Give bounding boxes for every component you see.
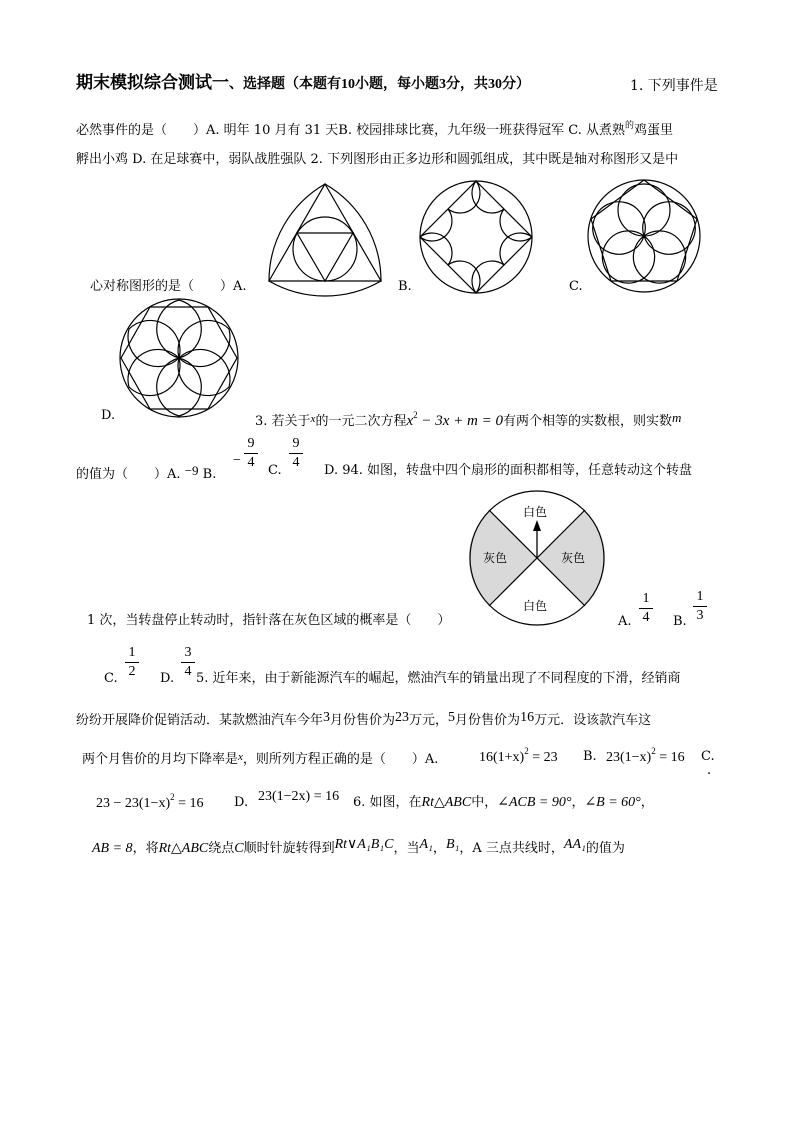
q3-line1: 3. 若关于$^x$的一元二次方程$x^2 - 3x + m = 0$有两个相等的实数根，则实数m bbox=[255, 410, 682, 429]
q5-line3: 两个月售价的月均下降率是$^x$，则所列方程正确的是（ ）A. bbox=[82, 751, 439, 767]
figure-d-hexagon-flower bbox=[117, 296, 241, 420]
q1-stem-a: 1. 下列事件是 bbox=[630, 78, 718, 94]
q4-line2: 1 次，当转盘停止转动时，指针落在灰色区域的概率是（ ） bbox=[87, 613, 451, 628]
q4-opta-label: A. bbox=[618, 614, 632, 629]
figure-a-reuleaux bbox=[262, 180, 388, 300]
q3-optc-fraction: 9 4 bbox=[289, 437, 303, 470]
q4-optb-label: B. bbox=[673, 614, 687, 629]
q3-optb-fraction: 9 4 bbox=[244, 437, 258, 470]
q4-optc-fraction: 1 2 bbox=[125, 646, 139, 679]
q3-optb-sign: − bbox=[233, 453, 241, 468]
q6-line2: AB = 8，将Rt△ABC绕点C顺时针旋转得到Rt∨A₁B₁C，当A₁，B₁，A 三点共线时，AA₁的值为 bbox=[92, 837, 625, 856]
figure-b-square-arcs bbox=[417, 178, 535, 296]
section-heading: 、选择题（本题有10小题，每小题3分，共30分） bbox=[229, 76, 530, 92]
q2-option-c: C. bbox=[569, 279, 583, 294]
q5-opta-equation: $16(1+x)^2 = 23$ bbox=[479, 746, 558, 765]
q4-optd-label: D. bbox=[160, 671, 175, 686]
q6-line1: 6. 如图，在Rt△ABC中，∠ACB = 90°，∠B = 60°， bbox=[353, 795, 654, 810]
sector-right-label: 灰色 bbox=[561, 551, 586, 565]
q5-line2: 纷纷开展降价促销活动．某款燃油汽车今年3月份售价为23万元，5月份售价为16万元．设该款汽车这 bbox=[76, 710, 652, 728]
q4-opta-fraction: 1 4 bbox=[639, 592, 653, 625]
q3-optc-label: C. bbox=[268, 463, 282, 478]
q5-optc-dot: . bbox=[707, 763, 712, 778]
q3-optd-and-q4: D. 94. 如图，转盘中四个扇形的面积都相等，任意转动这个转盘 bbox=[324, 463, 693, 478]
q2-line2: 心对称图形的是（ ）A. bbox=[90, 279, 247, 294]
sector-top-label: 白色 bbox=[523, 505, 548, 519]
q4-optc-label: C. bbox=[104, 671, 118, 686]
q4-optd-fraction: 3 4 bbox=[181, 646, 195, 679]
q1-line2: 必然事件的是（ ）A. 明年 10 月有 31 天B. 校园排球比赛，九年级一班获得冠军 C. 从煮熟$^的$鸡蛋里 bbox=[76, 121, 674, 138]
q5-optd-label: D. bbox=[234, 795, 249, 810]
q5-optb-label: B. bbox=[583, 749, 597, 764]
q5-optc-equation: $23 - 23(1-x)^2 = 16$ bbox=[96, 792, 204, 811]
title-text: 期末模拟综合测试一 bbox=[76, 73, 229, 93]
q5-optc-label: C. bbox=[701, 749, 715, 764]
q1-line3: 孵出小鸡 D. 在足球赛中，弱队战胜强队 2. 下列图形由正多边形和圆弧组成，其中既是轴对称图形又是中 bbox=[76, 152, 679, 167]
page-title bbox=[76, 75, 530, 93]
q2-option-b: B. bbox=[398, 279, 412, 294]
q5-line1: 5. 近年来，由于新能源汽车的崛起，燃油汽车的销量出现了不同程度的下滑，经销商 bbox=[196, 671, 681, 686]
q5-optb-equation: $23(1-x)^2 = 16$ bbox=[606, 746, 685, 765]
q5-optd-equation: 23(1−2x) = 16 bbox=[258, 789, 340, 804]
q2-option-d: D. bbox=[101, 408, 116, 423]
q4-optb-fraction: 1 3 bbox=[693, 590, 707, 623]
figure-c-pentagon-flower bbox=[584, 176, 704, 296]
sector-bottom-label: 白色 bbox=[523, 599, 548, 613]
sector-left-label: 灰色 bbox=[483, 551, 508, 565]
q3-line2: 的值为（ ）A. −9 B. bbox=[76, 463, 217, 482]
